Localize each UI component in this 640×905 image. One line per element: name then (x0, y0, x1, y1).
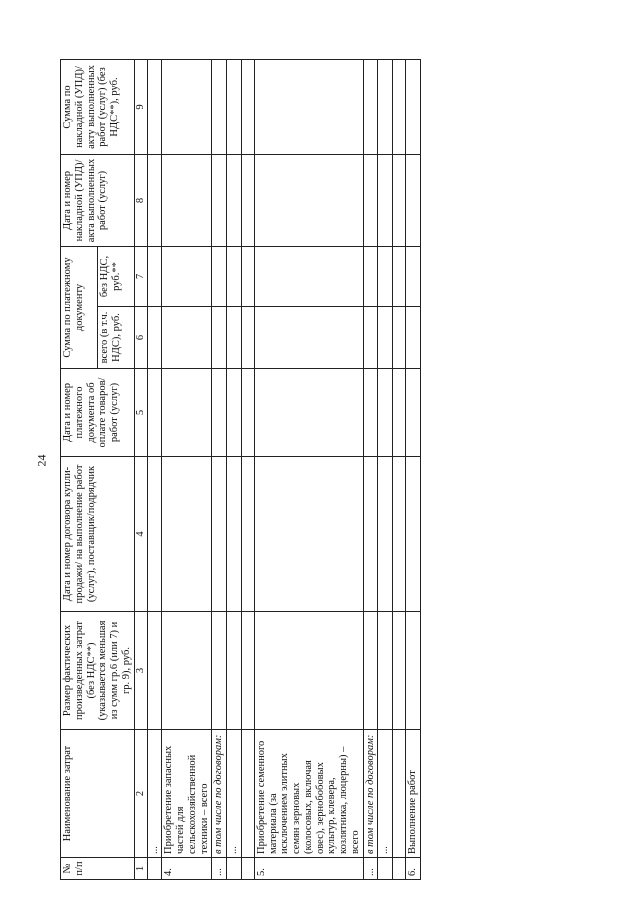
col-num-4: 4 (134, 457, 147, 612)
header-without-vat: без НДС, руб.** (97, 246, 134, 306)
table-row (393, 59, 406, 879)
col-num-6: 6 (134, 307, 147, 369)
table-row (212, 59, 227, 879)
row-5-num: 5. (254, 858, 363, 880)
row-5-text: Приобретение семенного материала (за исключением элитных семян зерновых (колосовых, включая овес), зернобобовых культур, клевера, козлятника, люцерны) – всего (254, 730, 363, 858)
table-row (254, 59, 363, 879)
table-row (147, 59, 162, 879)
row-dots: ... (147, 730, 162, 858)
col-num-1: 1 (134, 858, 147, 880)
header-contract: Дата и номер договора купли-продажи/ на выполнение работ (услуг), поставщик/подрядчик (61, 457, 135, 612)
col-num-2: 2 (134, 730, 147, 858)
header-cost: Размер фактических произведенных затрат (без НДС**) (указывается меньшая из сумм гр.6 (или 7) и гр. 9), руб. (61, 612, 135, 730)
row-4-dots: ... (227, 730, 242, 858)
header-num: № п/п (61, 858, 135, 880)
col-num-3: 3 (134, 612, 147, 730)
header-row (61, 59, 98, 879)
header-payment-doc: Дата и номер платежного документа об оплате товаров/работ (услуг) (61, 369, 135, 457)
table-row (363, 59, 378, 879)
col-num-7: 7 (134, 246, 147, 306)
header-invoice: Дата и номер накладной (УПД)/акта выполненных работ (услуг) (61, 154, 135, 246)
header-name: Наименование затрат (61, 730, 135, 858)
row-4-sub-text: в том числе по договорам: (212, 730, 227, 858)
table-row (406, 59, 421, 879)
expenses-table (60, 59, 421, 880)
header-payment-sum: Сумма по платежному документу (61, 246, 98, 368)
col-num-9: 9 (134, 59, 147, 154)
column-numbers-row (134, 59, 147, 879)
row-5-sub-text: в том числе по договорам: (363, 730, 378, 858)
row-4-sub-num: ... (212, 858, 227, 880)
table-row (227, 59, 242, 879)
row-5-sub-num: ... (363, 858, 378, 880)
page-number: 24 (34, 454, 49, 467)
row-5-dots: ... (378, 730, 393, 858)
col-num-8: 8 (134, 154, 147, 246)
row-6-num: 6. (406, 858, 421, 880)
header-invoice-sum: Сумма по накладной (УПД)/акту выполненных работ (услуг) (без НДС**), руб. (61, 59, 135, 154)
table-row (162, 59, 212, 879)
header-total-vat: всего (в т.ч. НДС), руб. (97, 307, 134, 369)
table-row (241, 59, 254, 879)
row-6-text: Выполнение работ (406, 730, 421, 858)
rotated-table-container (60, 60, 600, 880)
table-row (378, 59, 393, 879)
row-4-num: 4. (162, 858, 212, 880)
row-4-text: Приобретение запасных частей для сельскохозяйственной техники – всего (162, 730, 212, 858)
col-num-5: 5 (134, 369, 147, 457)
